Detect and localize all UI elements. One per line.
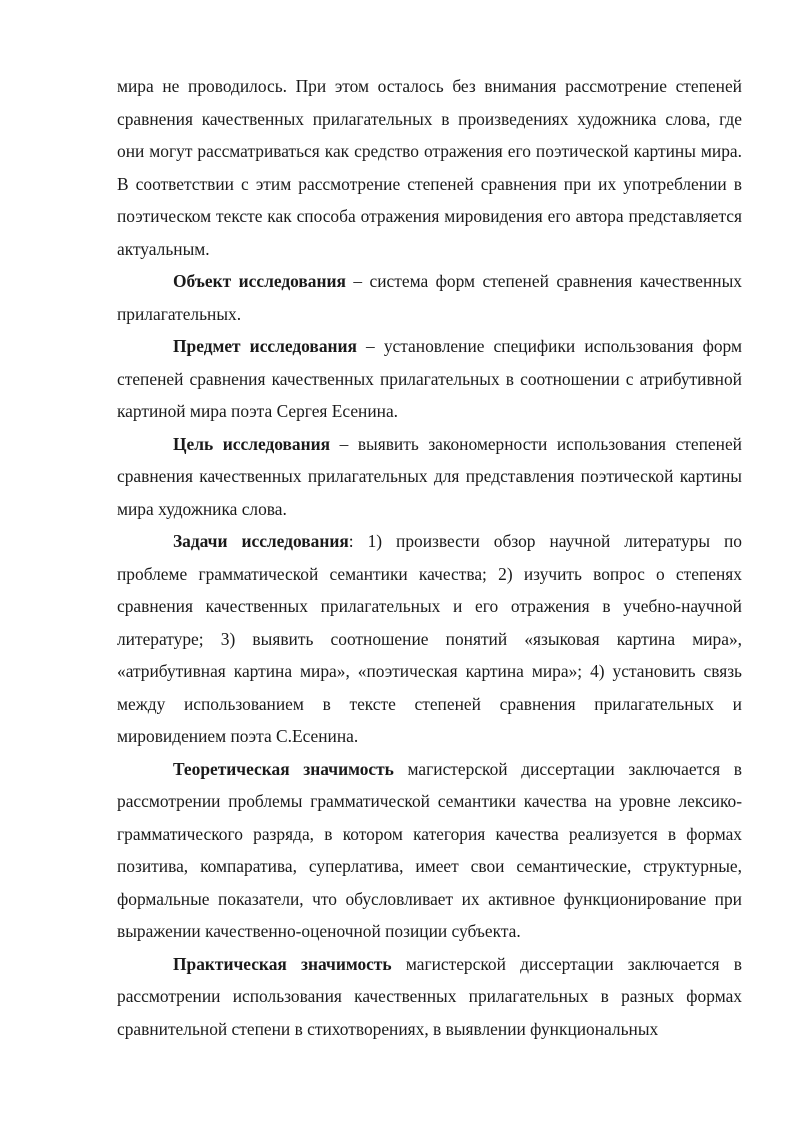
paragraph-text: магистерской диссертации заключается в рассмотрении проблемы грамматической семантики качества на уровне лексико-грамматического разряда, в котором категория качества реализуется в формах позитива, компаратива, суперлатива, имеет свои семантические, структурные, формальные показатели, что обусловливает их активное функционирование при выражении качественно-оценочной позиции субъекта. xyxy=(117,758,742,941)
paragraph-text: : 1) произвести обзор научной литературы по проблеме грамматической семантики качества; 2) изучить вопрос о степенях сравнения качественных прилагательных и его отражения в учебно-научной литературе; 3) выявить соотношение понятий «языковая картина мира», «атрибутивная картина мира», «поэтическая картина мира»; 4) установить связь между использованием в тексте степеней сравнения прилагательных и мировидением поэта С.Есенина. xyxy=(117,531,742,746)
paragraph-heading: Цель исследования xyxy=(173,433,331,454)
paragraph-theoretical-significance xyxy=(117,753,742,948)
paragraph-goal xyxy=(117,428,742,526)
paragraph-heading: Предмет исследования xyxy=(173,336,357,356)
paragraph-practical-significance xyxy=(117,948,742,1046)
paragraph-tasks xyxy=(117,525,742,753)
paragraph-continuation xyxy=(117,70,742,265)
paragraph-heading: Задачи исследования xyxy=(173,531,349,551)
paragraph-text: – система форм степеней сравнения качественных прилагательных. xyxy=(117,271,742,324)
paragraph-subject xyxy=(117,330,742,428)
paragraph-text: – выявить закономерности использования степеней сравнения качественных прилагательных для представления поэтической картины мира художника слова. xyxy=(117,433,742,519)
paragraph-heading: Практическая значимость xyxy=(173,953,392,974)
paragraph-text: – установление специфики использования форм степеней сравнения качественных прилагательных в соотношении с атрибутивной картиной мира поэта Сергея Есенина. xyxy=(117,336,742,421)
paragraph-object xyxy=(117,265,742,330)
paragraph-text: мира не проводилось. При этом осталось без внимания рассмотрение степеней сравнения качественных прилагательных в произведениях художника слова, где они могут рассматриваться как средство отражения его поэтической картины мира. В соответствии с этим рассмотрение степеней сравнения при их употреблении в поэтическом тексте как способа отражения мировидения его автора представляется актуальным. xyxy=(117,76,742,259)
document-page xyxy=(117,70,742,1045)
paragraph-heading: Теоретическая значимость xyxy=(173,758,394,779)
paragraph-heading: Объект исследования xyxy=(173,271,346,291)
paragraph-text: магистерской диссертации заключается в рассмотрении использования качественных прилагательных в разных формах сравнительной степени в стихотворениях, в выявлении функциональных xyxy=(117,953,742,1039)
